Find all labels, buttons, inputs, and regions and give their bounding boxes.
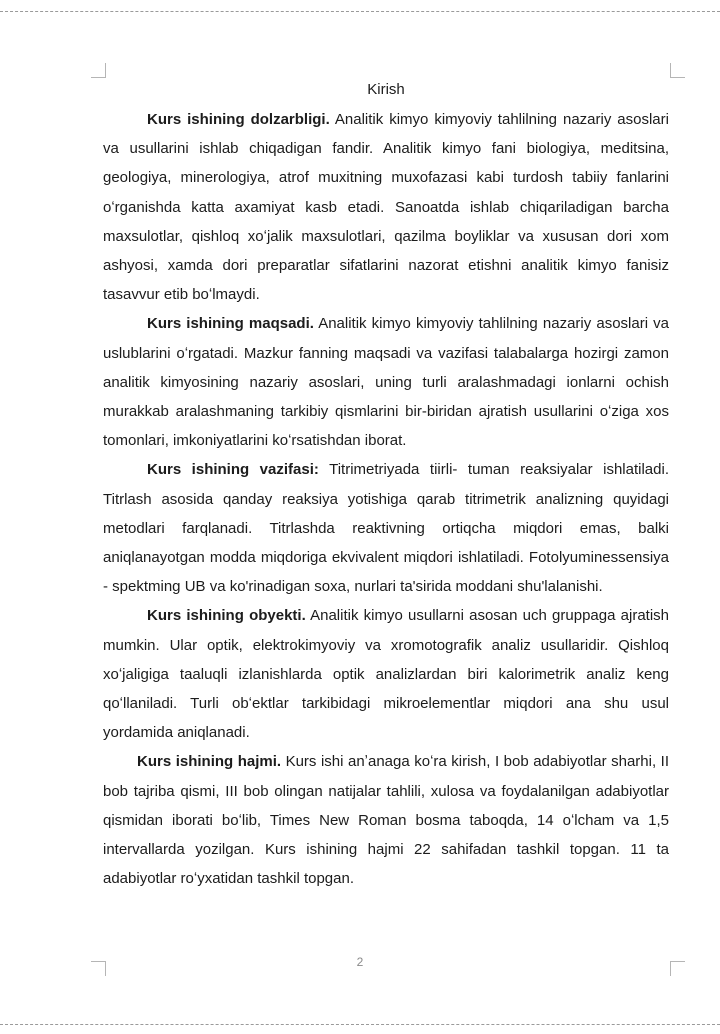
margin-corner-bottom-right: [670, 961, 685, 976]
paragraph-object: [103, 601, 669, 747]
paragraph-volume: [103, 747, 669, 893]
paragraph-text-volume: Kurs ishi anʼanaga koʻra kirish, I bob adabiyotlar sharhi, II bob tajriba qismi, III bob olingan natijalar tahlili, xulosa va foydalanilgan adabiyotlar qismidan iborati boʻlib, Times New Roman bosma taboqda, 14 oʻlcham va 1,5 intervallarda yozilgan. Kurs ishining hajmi 22 sahifadan tashkil topgan. 11 ta adabiyotlar roʻyxatidan tashkil topgan.: [103, 753, 669, 888]
paragraph-heading-goal: Kurs ishining maqsadi.: [147, 315, 314, 333]
paragraph-heading-tasks: Kurs ishining vazifasi:: [147, 461, 319, 479]
margin-corner-top-left: [91, 63, 106, 78]
margin-corner-top-right: [670, 63, 685, 78]
page-edge-top: [0, 11, 720, 12]
document-title: Kirish: [367, 81, 405, 98]
paragraph-text-tasks: Titrimetriyada tiirli- tuman reaksiyalar ishlatiladi. Titrlash asosida qanday reaksiya yotishiga qarab titrimetrik analizning quyidagi metodlari farqlanadi. Titrlashda reaktivning ortiqcha miqdori emas, balki aniqlanayotgan modda miqdoriga ekvivalent miqdori ishlatiladi. Fotolyuminessensiya - spektming UB va ko'rinadigan soxa, nurlari ta'sirida moddani shu'lalanishi.: [103, 461, 669, 596]
paragraph-text-relevance: Analitik kimyo kimyoviy tahlilning nazariy asoslari va usullarini ishlab chiqadigan fandir. Analitik kimyo fani biologiya, meditsina, geologiya, minerologiya, atrof muxitning muxofazasi kabi turdosh tabiiy fanlarini oʻrganishda katta axamiyat kasb etadi. Sanoatda ishlab chiqariladigan barcha maxsulotlar, qishloq xoʻjalik maxsulotlari, qazilma boyliklar va xususan dori xom ashyosi, xamda dori preparatlar sifatlarini nazorat etishni analitik kimyo fanisiz tasavvur etib boʻlmaydi.: [103, 111, 669, 304]
page-number: 2: [356, 955, 364, 969]
paragraph-goal: [103, 309, 669, 455]
page-edge-bottom: [0, 1024, 720, 1025]
document-body: [103, 79, 669, 893]
paragraph-heading-relevance: Kurs ishining dolzarbligi.: [147, 111, 330, 128]
paragraph-heading-volume: Kurs ishining hajmi.: [137, 753, 282, 771]
paragraph-heading-object: Kurs ishining obyekti.: [147, 607, 306, 625]
paragraph-relevance: [103, 105, 669, 309]
paragraph-text-goal: Analitik kimyo kimyoviy tahlilning nazariy asoslari va uslublarini oʻrgatadi. Mazkur fanning maqsadi va vazifasi talabalarga hozirgi zamon analitik kimyosining nazariy asoslari, uning turli aralashmadagi ionlarni ochish murakkab aralashmaning tarkibiy qismlarini bir-biridan ajratish usullarini oʻziga xos tomonlari, imkoniyatlarini koʻrsatishdan iborat.: [103, 315, 669, 450]
paragraph-tasks: [103, 455, 669, 601]
paragraph-text-object: Analitik kimyo usullarni asosan uch gruppaga ajratish mumkin. Ular optik, elektrokimyoviy va xromotografik analiz usullaridir. Qishloq xoʻjaligiga taaluqli izlanishlarda optik analizlardan biri kalorimetrik analiz keng qoʻllaniladi. Turli obʻektlar tarkibidagi mikroelementlar miqdori ana shu usul yordamida aniqlanadi.: [103, 607, 669, 742]
margin-corner-bottom-left: [91, 961, 106, 976]
